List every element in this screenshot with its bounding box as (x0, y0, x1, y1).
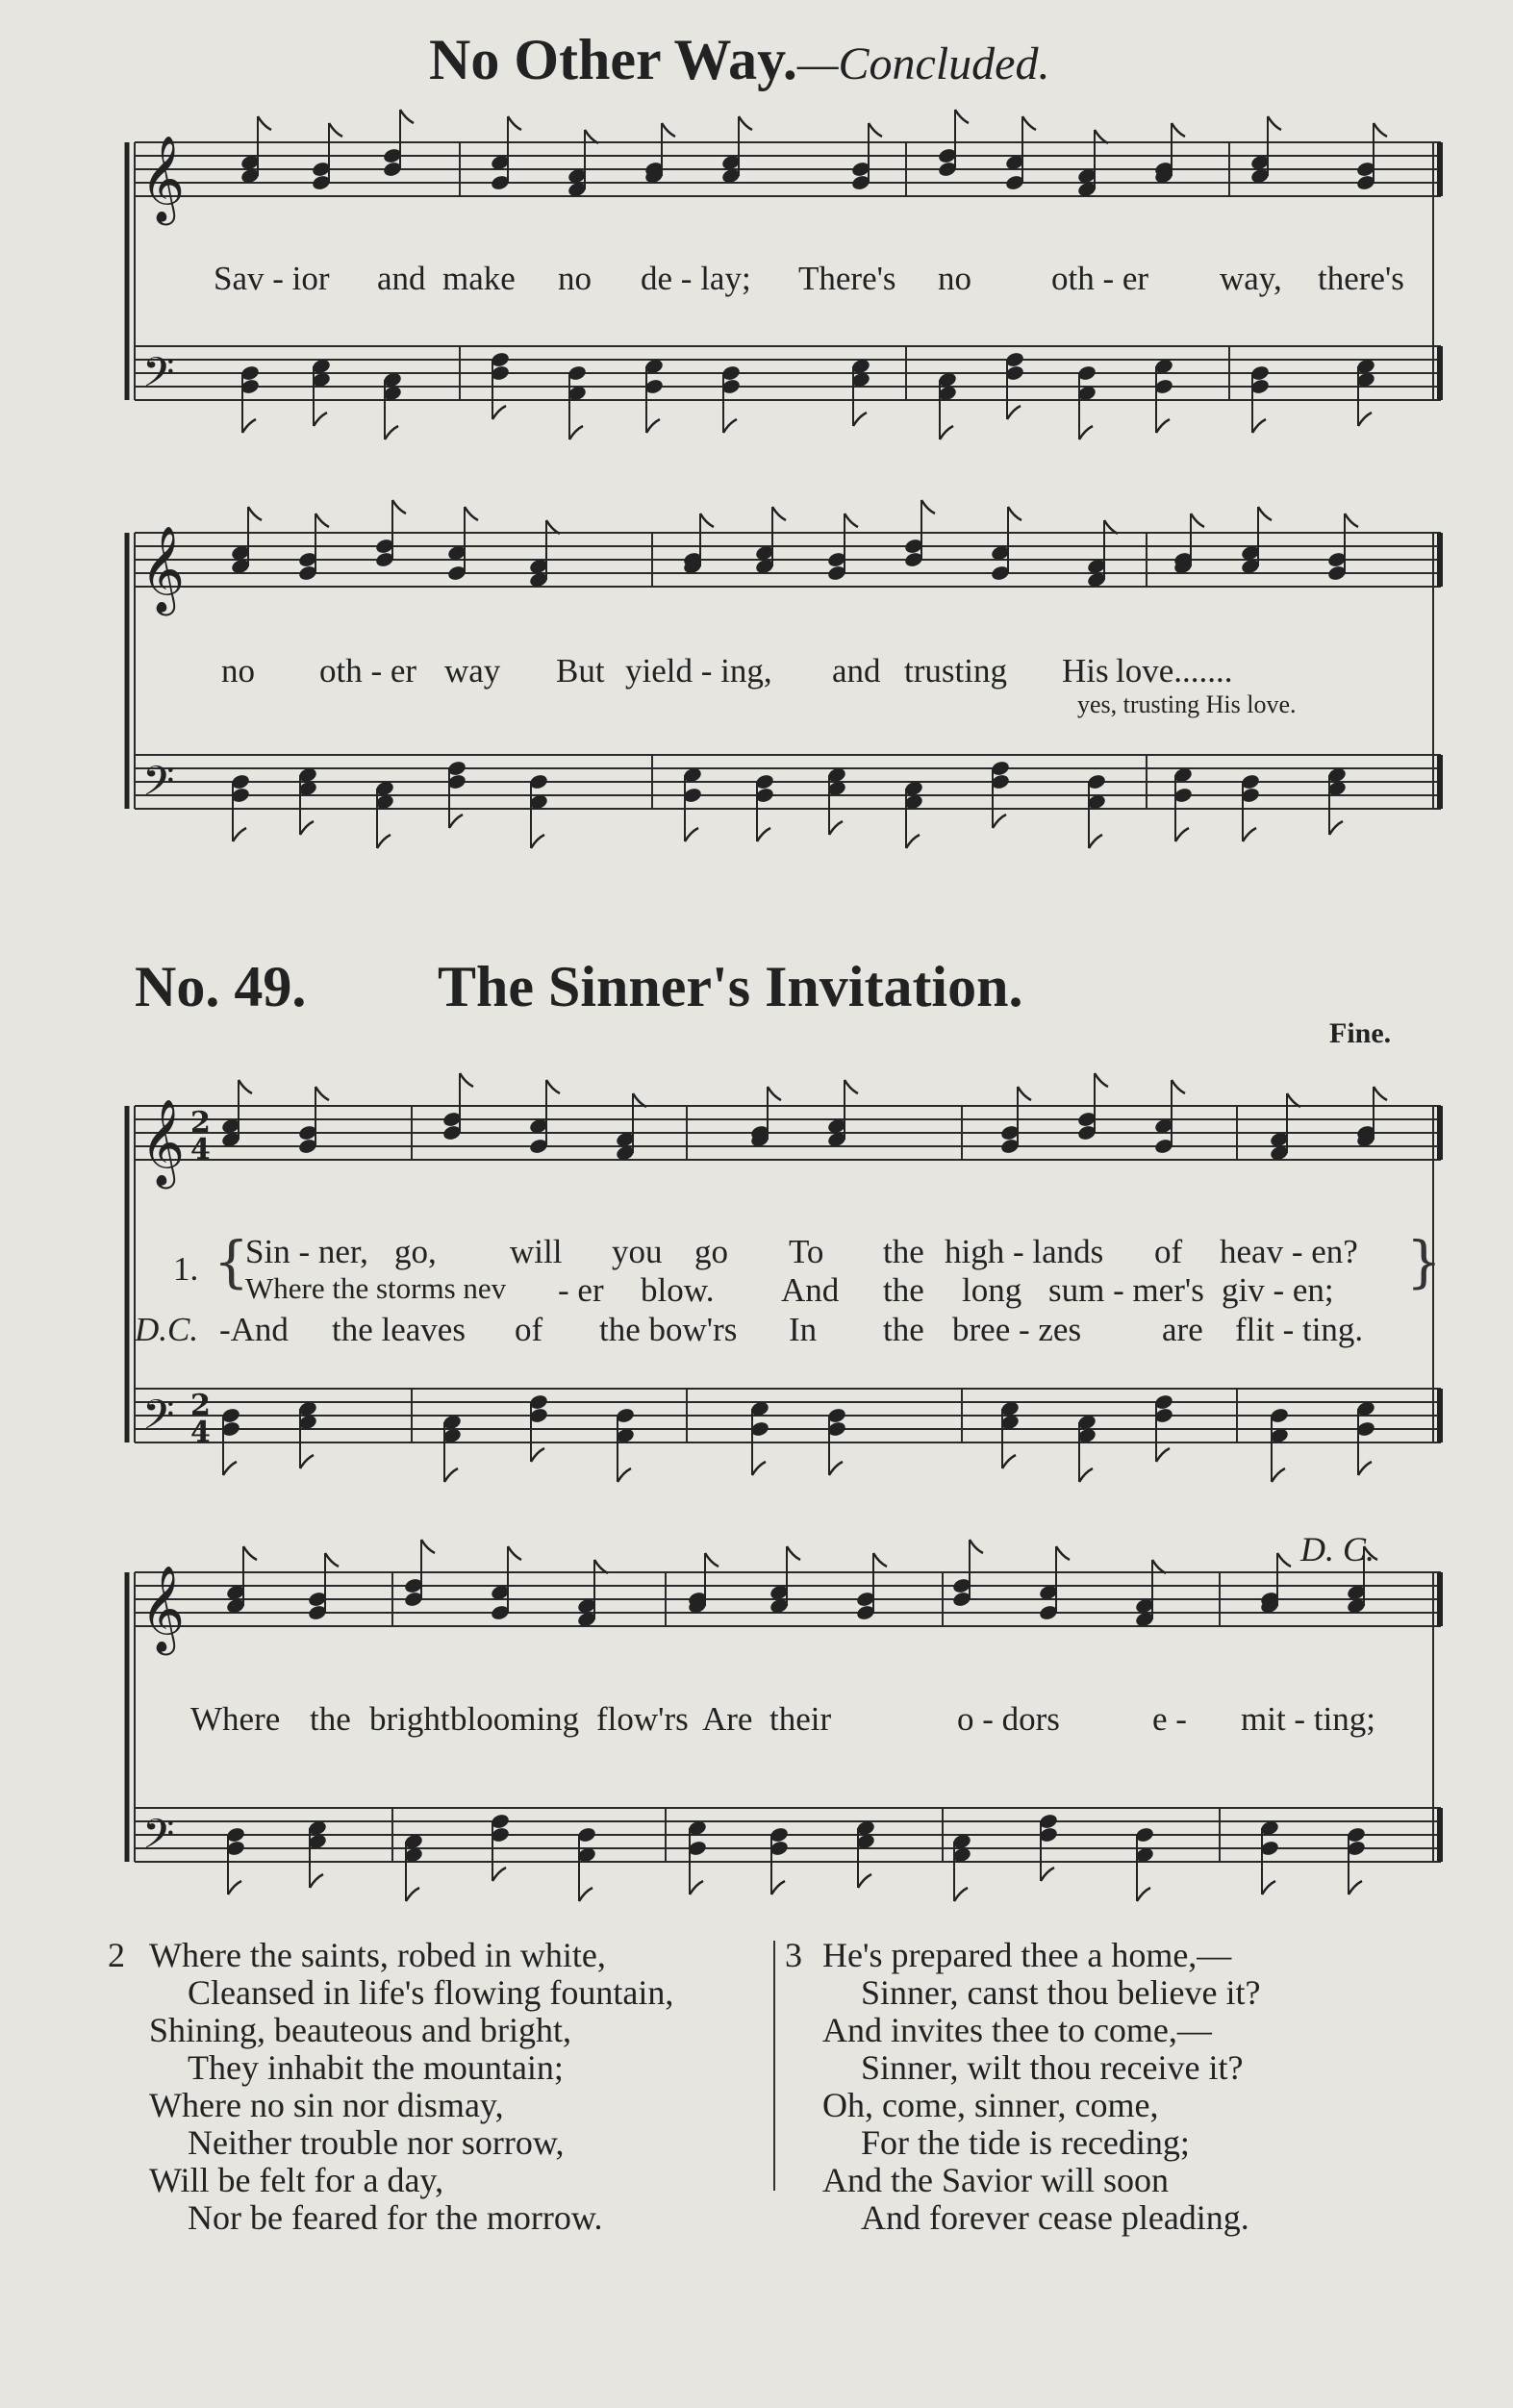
note-flag (662, 123, 675, 137)
note-flag (757, 828, 770, 841)
note-flag (248, 507, 262, 520)
note-flag (1022, 116, 1036, 130)
note-flag (705, 1553, 719, 1567)
note-flag (239, 1080, 252, 1093)
lyric-word: sum - mer's (1048, 1271, 1204, 1309)
time-signature: 4 (190, 1416, 211, 1449)
lyric-word: de - lay; (641, 260, 751, 297)
note-flag (1137, 1888, 1150, 1901)
lyric-word: go, (394, 1233, 437, 1270)
note-flag (1252, 419, 1266, 433)
note-flag (723, 419, 737, 433)
note-flag (531, 835, 544, 848)
verse-line: Nor be feared for the morrow. (188, 2198, 603, 2237)
verse1-left-brace: { (214, 1229, 249, 1294)
note-flag (228, 1881, 241, 1894)
lyric-word: and (832, 652, 881, 690)
verse-line: Oh, come, sinner, come, (822, 2086, 1159, 2124)
lyric-word: of (515, 1311, 543, 1348)
verse1-number: 1. (173, 1250, 199, 1288)
lyric-word: Where (190, 1700, 281, 1738)
verse-line: And the Savior will soon (822, 2161, 1169, 2199)
note-flag (845, 514, 858, 527)
lyric-word: To (789, 1233, 824, 1270)
lyric-word: love....... (1116, 652, 1233, 690)
verse2-number: 2 (108, 1936, 125, 1974)
note-flag (1191, 514, 1204, 527)
lyric-word: high - lands (945, 1233, 1104, 1270)
note-flag (579, 1888, 593, 1901)
note-flag (633, 1093, 646, 1107)
verse-line: He's prepared thee a home,— (822, 1936, 1232, 1974)
note-flag (1262, 1881, 1275, 1894)
verse-line: And forever cease pleading. (861, 2198, 1249, 2237)
lyric-word: way, (1220, 260, 1282, 297)
lyric-word: the (883, 1233, 924, 1270)
note-flag (594, 1560, 608, 1573)
note-flag (752, 1462, 766, 1475)
note-flag (618, 1468, 631, 1482)
note-flag (1175, 828, 1189, 841)
lyric-word: no (938, 260, 971, 297)
note-flag (1349, 1881, 1362, 1894)
lyric-word: Are (702, 1700, 753, 1738)
lyric-word: blooming (450, 1700, 580, 1738)
lyric-word: you (612, 1233, 663, 1270)
bass-clef-icon: 𝄢 (142, 758, 175, 815)
note-flag (1172, 1080, 1185, 1093)
note-flag (829, 1462, 843, 1475)
note-flag (954, 1888, 968, 1901)
verse1-right-brace: } (1406, 1229, 1442, 1294)
lyric-word: will (510, 1233, 563, 1270)
note-flag (1268, 116, 1281, 130)
lyric-subline: yes, trusting His love. (1077, 690, 1297, 718)
note-flag (1156, 419, 1170, 433)
note-flag (1156, 1448, 1170, 1462)
note-flag (739, 116, 752, 130)
verse-line: Sinner, canst thou believe it? (861, 1973, 1261, 2012)
verse-line: Neither trouble nor sorrow, (188, 2123, 565, 2162)
note-flag (310, 1874, 323, 1888)
lyric-word: trusting (904, 652, 1007, 690)
note-flag (1272, 1468, 1285, 1482)
note-flag (444, 1468, 458, 1482)
note-flag (772, 507, 786, 520)
top-song-title-suffix: —Concluded. (796, 38, 1050, 89)
lyric-word: oth - er (1051, 260, 1149, 297)
verse-line: Where no sin nor dismay, (149, 2086, 504, 2124)
bass-clef-icon: 𝄢 (142, 1811, 175, 1869)
note-flag (921, 500, 935, 514)
verse-line: Sinner, wilt thou receive it? (861, 2048, 1244, 2087)
note-flag (1329, 821, 1343, 835)
note-flag (406, 1888, 419, 1901)
treble-clef-icon: 𝄞 (140, 136, 186, 222)
treble-clef-icon: 𝄞 (140, 1566, 186, 1652)
lyric-word: flit - ting. (1235, 1311, 1364, 1348)
note-flag (1104, 520, 1118, 534)
note-flag (787, 1546, 800, 1560)
note-flag (1358, 413, 1372, 426)
lyric-word: go (694, 1233, 728, 1270)
verse-line: They inhabit the mountain; (188, 2048, 564, 2087)
dc-line-label: D.C. (135, 1311, 199, 1348)
lyric-word: no (221, 652, 255, 690)
note-flag (690, 1881, 703, 1894)
note-flag (233, 828, 246, 841)
note-flag (392, 500, 406, 514)
lyric-word: blow. (641, 1271, 715, 1309)
note-flag (1345, 514, 1358, 527)
note-flag (1007, 406, 1021, 419)
note-flag (300, 1455, 314, 1468)
lyric-word: Sin - ner, (245, 1233, 368, 1270)
note-flag (531, 1448, 544, 1462)
lyric-word: heav - en? (1220, 1233, 1358, 1270)
note-flag (315, 1087, 329, 1100)
note-flag (955, 110, 969, 123)
lyric-word: long (962, 1271, 1022, 1309)
note-flag (1008, 507, 1021, 520)
note-flag (1002, 1455, 1016, 1468)
lyric-word: yield - ing, (625, 652, 772, 690)
note-flag (492, 406, 506, 419)
note-flag (858, 1874, 871, 1888)
note-flag (242, 419, 256, 433)
song-number: No. 49. (135, 955, 307, 1018)
note-flag (1079, 1468, 1093, 1482)
note-flag (1095, 130, 1108, 143)
note-flag (385, 426, 398, 439)
note-flag (465, 507, 478, 520)
lyric-word: no (558, 260, 592, 297)
note-flag (1089, 835, 1102, 848)
lyric-word: Where the storms nev (245, 1271, 507, 1305)
note-flag (1287, 1093, 1300, 1107)
lyric-word: His (1062, 652, 1109, 690)
lyric-word: there's (1318, 260, 1404, 297)
note-flag (1079, 426, 1093, 439)
note-flag (421, 1540, 435, 1553)
note-flag (460, 1073, 473, 1087)
bass-clef-icon: 𝄢 (142, 349, 175, 407)
note-flag (1056, 1546, 1070, 1560)
note-flag (492, 1868, 506, 1881)
note-flag (325, 1553, 339, 1567)
note-flag (508, 116, 521, 130)
note-flag (1095, 1073, 1108, 1087)
note-flag (1041, 1868, 1054, 1881)
note-flag (223, 1462, 237, 1475)
note-flag (400, 110, 414, 123)
note-flag (315, 514, 329, 527)
note-flag (314, 413, 327, 426)
lyric-word: their (769, 1700, 832, 1738)
lyric-word: make (442, 260, 516, 297)
note-flag (546, 1080, 560, 1093)
lyric-word: Sav - ior (214, 260, 330, 297)
time-signature: 2 (190, 1106, 211, 1140)
lyric-word: the (883, 1311, 924, 1348)
lyric-word: flow'rs (596, 1700, 689, 1738)
verse-line: And invites thee to come,— (822, 2011, 1212, 2049)
verse-line: Shining, beauteous and bright, (149, 2011, 571, 2049)
lyric-word: the bow'rs (599, 1311, 738, 1348)
note-flag (1258, 507, 1272, 520)
top-song-title-text: No Other Way. (429, 28, 797, 91)
lyric-word: are (1162, 1311, 1203, 1348)
song-title: The Sinner's Invitation. (438, 955, 1023, 1018)
lyric-word: And (781, 1271, 840, 1309)
note-flag (771, 1881, 785, 1894)
dc-label: D. C. (1300, 1530, 1375, 1568)
lyric-word: - er (558, 1271, 604, 1309)
lyric-word: bree - zes (952, 1311, 1082, 1348)
note-flag (300, 821, 314, 835)
lyric-word: mit - ting; (1241, 1700, 1375, 1738)
bass-clef-icon: 𝄢 (142, 1392, 175, 1449)
lyric-word: -And (219, 1311, 289, 1348)
note-flag (449, 815, 463, 828)
note-flag (258, 116, 271, 130)
note-flag (1358, 1462, 1372, 1475)
note-flag (700, 514, 714, 527)
note-flag (873, 1553, 887, 1567)
note-flag (243, 1546, 257, 1560)
lyric-word: oth - er (319, 652, 417, 690)
lyric-word: and (377, 260, 426, 297)
note-flag (970, 1540, 983, 1553)
lyric-word: e - (1152, 1700, 1187, 1738)
lyric-word: o - dors (957, 1700, 1060, 1738)
verse-line: For the tide is receding; (861, 2123, 1190, 2162)
note-flag (1374, 1087, 1387, 1100)
lyric-word: the (310, 1700, 351, 1738)
note-flag (377, 835, 391, 848)
note-flag (329, 123, 342, 137)
note-flag (508, 1546, 521, 1560)
verse-line: Will be felt for a day, (149, 2161, 444, 2199)
note-flag (1374, 123, 1387, 137)
note-flag (993, 815, 1006, 828)
note-flag (1152, 1560, 1166, 1573)
lyric-word: way (444, 652, 501, 690)
verse3-number: 3 (785, 1936, 802, 1974)
note-flag (906, 835, 920, 848)
time-signature: 2 (190, 1389, 211, 1422)
treble-clef-icon: 𝄞 (140, 1099, 186, 1186)
lyric-word: the leaves (332, 1311, 466, 1348)
note-flag (869, 123, 882, 137)
lyric-word: There's (798, 260, 896, 297)
lyric-word: bright (369, 1700, 450, 1738)
lyric-word: the (883, 1271, 924, 1309)
note-flag (1243, 828, 1256, 841)
treble-clef-icon: 𝄞 (140, 526, 186, 613)
note-flag (768, 1087, 781, 1100)
verse-line: Cleansed in life's flowing fountain, (188, 1973, 674, 2012)
top-song-title (429, 27, 1049, 93)
note-flag (829, 821, 843, 835)
note-flag (1172, 123, 1185, 137)
verse-divider (773, 1941, 775, 2191)
lyric-word: In (789, 1311, 818, 1348)
note-flag (1277, 1553, 1291, 1567)
note-flag (569, 426, 583, 439)
note-flag (853, 413, 867, 426)
verse-line: Where the saints, robed in white, (149, 1936, 606, 1974)
note-flag (845, 1080, 858, 1093)
lyric-word: giv - en; (1222, 1271, 1334, 1309)
note-flag (1018, 1087, 1031, 1100)
fine-label: Fine. (1329, 1017, 1392, 1049)
note-flag (585, 130, 598, 143)
note-flag (940, 426, 953, 439)
note-flag (546, 520, 560, 534)
lyric-word: But (556, 652, 605, 690)
note-flag (646, 419, 660, 433)
lyric-word: of (1154, 1233, 1183, 1270)
note-flag (685, 828, 698, 841)
time-signature: 4 (190, 1133, 211, 1166)
